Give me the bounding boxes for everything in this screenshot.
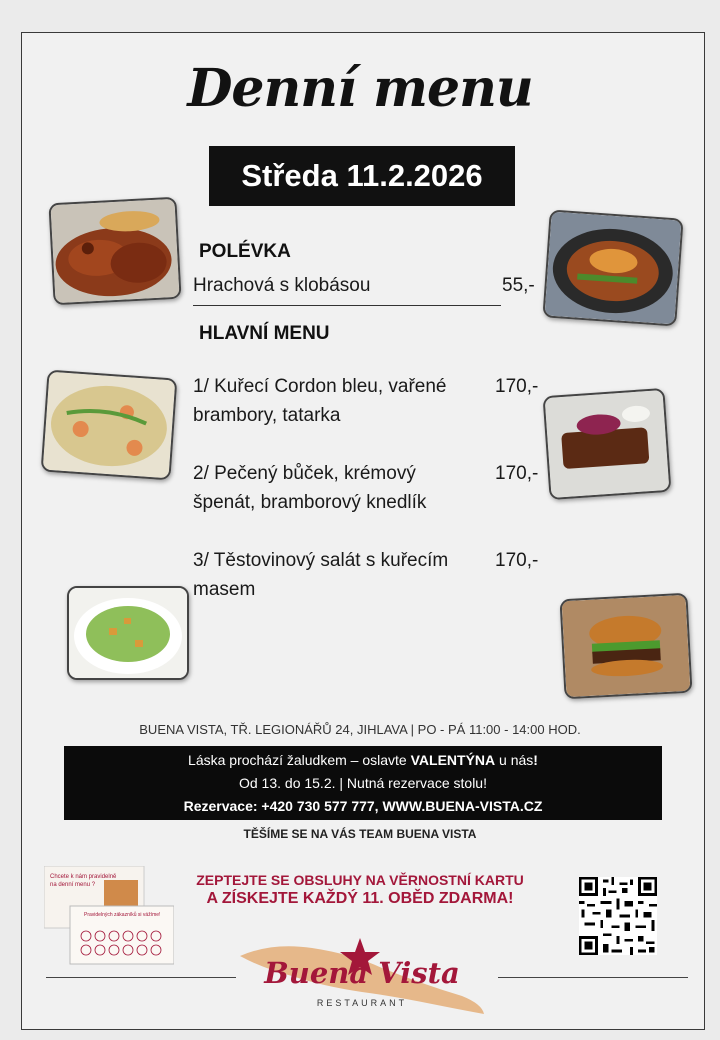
menu-item-3	[193, 546, 448, 604]
promo-exclaim: !	[533, 752, 538, 768]
food-photo-caesar-salad	[67, 586, 189, 680]
food-photo-burger	[559, 593, 692, 700]
food-photo-beef-vegetables	[542, 209, 683, 326]
logo-name: Buena Vista	[264, 956, 460, 990]
promo-reservation: Rezervace: +420 730 577 777, WWW.BUENA-VISTA.CZ	[183, 798, 543, 814]
promo-text-post: u nás	[495, 752, 534, 768]
menu-item-1	[193, 372, 447, 430]
soup-divider	[193, 305, 501, 306]
promo-highlight: VALENTÝNA	[410, 752, 496, 768]
promo-line-1	[64, 749, 662, 772]
food-photo-ribs	[543, 388, 672, 500]
menu-item-2-price: 170,-	[495, 463, 539, 484]
restaurant-info: BUENA VISTA, TŘ. LEGIONÁŘŮ 24, JIHLAVA | PO - PÁ 11:00 - 14:00 HOD.	[139, 722, 581, 737]
flyer-text-1: Chcete k nám pravidelně	[50, 874, 117, 880]
footer-divider-left	[46, 977, 236, 978]
loyalty-message	[180, 872, 540, 908]
footer-divider-right	[498, 977, 688, 978]
page-title: Denní menu	[187, 58, 533, 119]
loyalty-line-1: ZEPTEJTE SE OBSLUHY NA VĚRNOSTNÍ KARTU	[196, 872, 524, 888]
menu-item-2-line1: 2/ Pečený bůček, krémový	[193, 463, 416, 484]
menu-item-3-line1: 3/ Těstovinový salát s kuřecím	[193, 550, 449, 571]
main-heading: HLAVNÍ MENU	[199, 323, 330, 344]
food-photo-pasta-shrimp	[41, 370, 178, 481]
menu-item-1-line1: 1/ Kuřecí Cordon bleu, vařené	[193, 376, 447, 397]
menu-item-3-price: 170,-	[495, 550, 539, 571]
team-greeting: TĚŠÍME SE NA VÁS TEAM BUENA VISTA	[243, 827, 477, 841]
menu-item-3-line2: masem	[193, 579, 256, 600]
date-banner	[209, 146, 515, 206]
menu-item-1-price: 170,-	[495, 376, 539, 397]
date-label: Středa 11.2.2026	[241, 158, 483, 193]
promo-line-2: Od 13. do 15.2. | Nutná rezervace stolu!	[238, 775, 487, 791]
loyalty-line-2: A ZÍSKEJTE KAŽDÝ 11. OBĚD ZDARMA!	[206, 890, 514, 907]
logo-subtitle: RESTAURANT	[316, 998, 408, 1008]
soup-item: Hrachová s klobásou	[193, 275, 371, 296]
menu-item-2	[193, 459, 426, 517]
flyer-text-2: na denní menu ?	[50, 882, 96, 888]
loyalty-flyer-image	[44, 866, 174, 966]
qr-code-icon[interactable]	[579, 877, 657, 955]
promo-text-pre: Láska prochází žaludkem – oslavte	[188, 752, 411, 768]
menu-item-2-line2: špenát, bramborový knedlík	[193, 492, 427, 513]
valentine-promo	[64, 746, 662, 820]
flyer-text-3: Pravidelných zákazníků si vážíme!	[84, 912, 161, 918]
soup-heading: POLÉVKA	[199, 241, 291, 262]
food-photo-chicken	[48, 197, 181, 306]
soup-price: 55,-	[502, 275, 535, 296]
menu-item-1-line2: brambory, tatarka	[193, 405, 341, 426]
promo-line-3	[64, 795, 662, 818]
